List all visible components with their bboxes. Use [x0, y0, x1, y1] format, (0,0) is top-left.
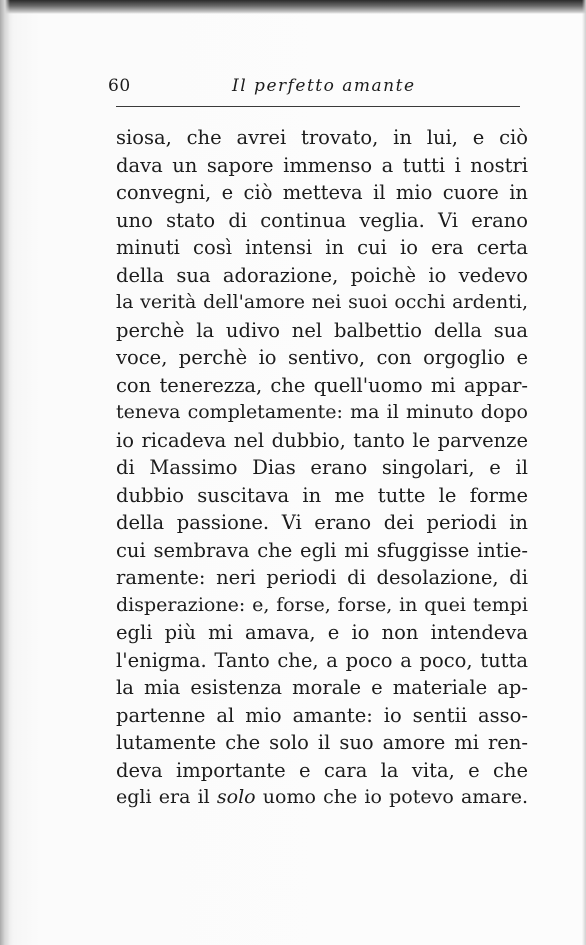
text-line: dava un sapore immenso a tutti i nostri — [116, 153, 528, 177]
page-right-edge — [582, 0, 586, 945]
text-line: della sua adorazione, poichè io vedevo — [116, 263, 528, 287]
text-line: l'enigma. Tanto che, a poco a poco, tutta — [116, 648, 528, 672]
text-line: perchè la udivo nel balbettio della sua — [116, 318, 528, 342]
text-line: la verità dell'amore nei suoi occhi ardenti, — [116, 291, 528, 313]
text-line: partenne al mio amante: io sentii asso- — [116, 703, 528, 727]
text-line: voce, perchè io sentivo, con orgoglio e — [116, 346, 528, 369]
text-line: teneva completamente: ma il minuto dopo — [116, 401, 528, 423]
text-line: io ricadeva nel dubbio, tanto le parvenze — [116, 428, 528, 452]
text-line: convegni, e ciò metteva il mio cuore in — [116, 181, 528, 204]
running-title: Il perfetto amante — [232, 76, 416, 96]
text-line: la mia esistenza morale e materiale ap- — [116, 676, 528, 699]
text-fragment: uomo che io potevo amare. — [255, 786, 528, 808]
text-line: minuti così intensi in cui io era certa — [116, 236, 528, 259]
text-line: ramente: neri periodi di desolazione, di — [116, 566, 528, 589]
text-line: dubbio suscitava in me tutte le forme — [116, 483, 528, 507]
text-line-final — [116, 784, 528, 812]
page-top-shadow — [0, 0, 586, 14]
page-binding-shadow — [0, 0, 10, 945]
text-line: lutamente che solo il suo amore mi ren- — [116, 731, 528, 754]
header-rule — [116, 106, 520, 107]
text-line: con tenerezza, che quell'uomo mi appar- — [116, 373, 528, 397]
text-line: cui sembrava che egli mi sfuggisse intie- — [116, 538, 528, 562]
text-fragment: egli era il — [116, 786, 217, 808]
text-line: egli più mi amava, e io non intendeva — [116, 621, 528, 644]
text-line: siosa, che avrei trovato, in lui, e ciò — [116, 126, 528, 149]
text-line: uno stato di continua veglia. Vi erano — [116, 208, 528, 232]
text-line: deva importante e cara la vita, e che — [116, 758, 528, 782]
text-line: della passione. Vi erano dei periodi in — [116, 511, 528, 534]
text-line: di Massimo Dias erano singolari, e il — [116, 456, 528, 479]
italic-word: solo — [216, 786, 256, 808]
page-number: 60 — [108, 76, 131, 96]
page-header — [108, 70, 526, 100]
text-line: disperazione: e, forse, forse, in quei tempi — [116, 593, 528, 616]
body-text — [116, 124, 528, 812]
